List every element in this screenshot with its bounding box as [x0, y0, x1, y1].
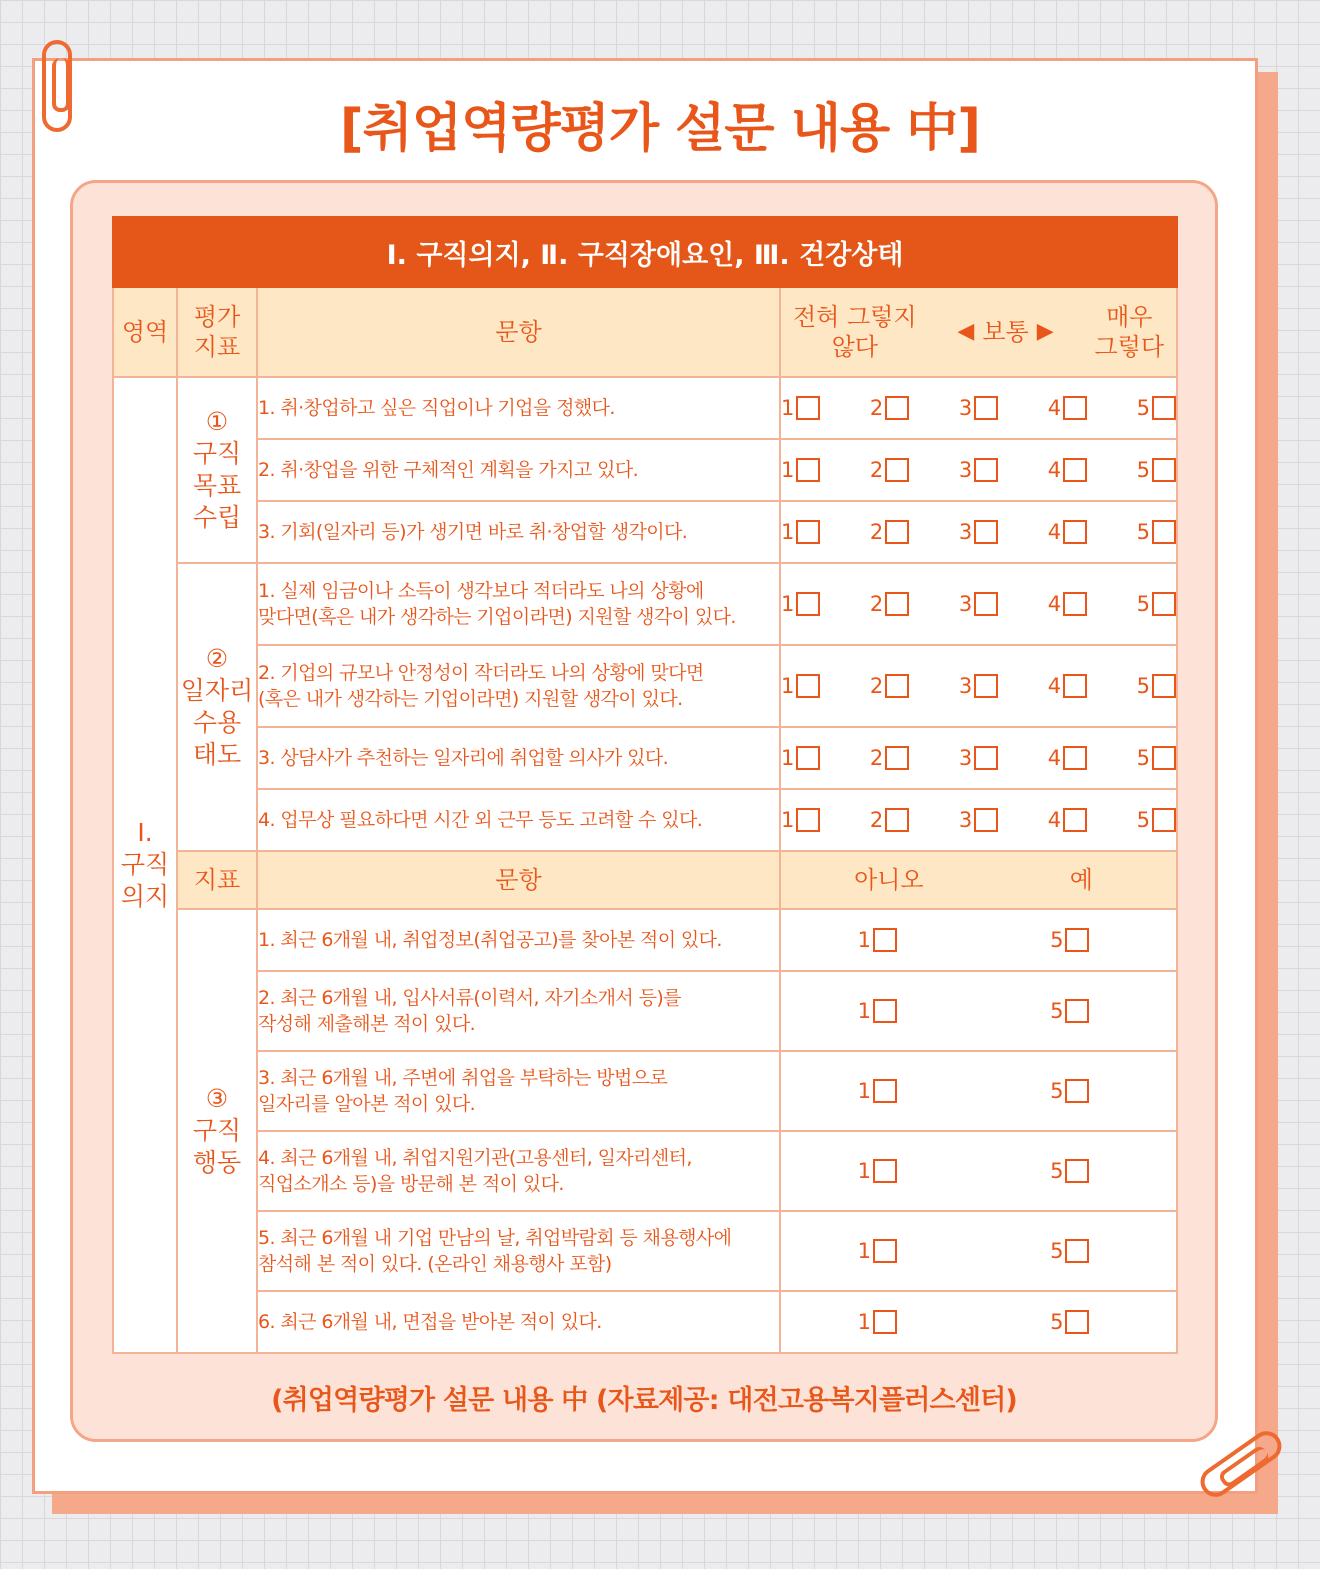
scale-option: [1048, 746, 1087, 770]
indicator-label: 목표: [192, 471, 242, 500]
checkbox[interactable]: [1152, 808, 1176, 832]
question-text: 6. 최근 6개월 내, 면접을 받아본 적이 있다.: [257, 1291, 780, 1353]
scale-option: [870, 746, 909, 770]
indicator-label: 행동: [192, 1148, 242, 1177]
subheader-answers: [780, 851, 1177, 909]
binary-option: [858, 1079, 897, 1103]
checkbox[interactable]: [1063, 520, 1087, 544]
header-item: 문항: [257, 287, 780, 377]
option-number: 5: [1050, 1159, 1064, 1183]
binary-option: [1050, 1239, 1089, 1263]
option-number: 5: [1136, 674, 1150, 698]
scale-option: [1048, 592, 1087, 616]
scale-high-line1: 매우: [1106, 303, 1153, 331]
option-number: 5: [1050, 1079, 1064, 1103]
question-text: [257, 1051, 780, 1131]
scale-options: [780, 501, 1177, 563]
option-number: 4: [1047, 592, 1062, 616]
question-text: [257, 563, 780, 645]
question-line: 참석해 본 적이 있다. (온라인 채용행사 포함): [258, 1253, 612, 1275]
checkbox[interactable]: [1063, 674, 1087, 698]
binary-option: [858, 928, 897, 952]
option-number: 5: [1050, 928, 1064, 952]
scale-option: [959, 396, 998, 420]
question-line: 1. 실제 임금이나 소득이 생각보다 적더라도 나의 상황에: [258, 580, 704, 602]
checkbox[interactable]: [1152, 396, 1176, 420]
checkbox[interactable]: [1152, 746, 1176, 770]
scale-option: [1137, 458, 1176, 482]
checkbox[interactable]: [885, 520, 909, 544]
scale-option: [870, 520, 909, 544]
scale-options: [780, 727, 1177, 789]
option-number: 5: [1136, 520, 1150, 544]
checkbox[interactable]: [1063, 808, 1087, 832]
option-number: 4: [1047, 396, 1062, 420]
option-number: 1: [857, 1079, 871, 1103]
checkbox[interactable]: [885, 674, 909, 698]
table-row: [113, 439, 1177, 501]
checkbox[interactable]: [885, 592, 909, 616]
checkbox[interactable]: [796, 520, 820, 544]
checkbox[interactable]: [974, 592, 998, 616]
binary-option: [1050, 928, 1089, 952]
indicator-number: ①: [205, 407, 229, 436]
table-row: [113, 1051, 1177, 1131]
table-row: [113, 1211, 1177, 1291]
option-number: 2: [869, 396, 884, 420]
binary-option: [858, 1239, 897, 1263]
option-number: 2: [869, 674, 884, 698]
option-number: 5: [1136, 592, 1150, 616]
option-number: 2: [869, 746, 884, 770]
table-row: [113, 1291, 1177, 1353]
header-indicator: [177, 287, 257, 377]
checkbox[interactable]: [974, 808, 998, 832]
checkbox[interactable]: [873, 1079, 897, 1103]
checkbox[interactable]: [796, 746, 820, 770]
question-line: 직업소개소 등)을 방문해 본 적이 있다.: [258, 1173, 564, 1195]
question-line: 일자리를 알아본 적이 있다.: [258, 1093, 476, 1115]
indicator-label: 수용: [192, 708, 242, 737]
scale-options: [780, 439, 1177, 501]
subheader-yes: 예: [1069, 866, 1093, 894]
option-number: 2: [869, 458, 884, 482]
table-row: [113, 909, 1177, 971]
scale-option: [781, 458, 820, 482]
scale-option: [1048, 674, 1087, 698]
scale-option: [959, 808, 998, 832]
binary-options: [780, 1131, 1177, 1211]
indicator-number: ③: [205, 1084, 229, 1113]
checkbox[interactable]: [974, 746, 998, 770]
checkbox[interactable]: [1065, 928, 1089, 952]
question-text: 3. 기회(일자리 등)가 생기면 바로 취·창업할 생각이다.: [257, 501, 780, 563]
table-row: [113, 563, 1177, 645]
option-number: 1: [781, 458, 795, 482]
subheader-item: 문항: [257, 851, 780, 909]
question-text: 4. 업무상 필요하다면 시간 외 근무 등도 고려할 수 있다.: [257, 789, 780, 851]
indicator-job-seeking: [177, 909, 257, 1353]
scale-option: [959, 674, 998, 698]
option-number: 1: [781, 520, 795, 544]
option-number: 5: [1136, 808, 1150, 832]
scale-high-line2: 그렇다: [1094, 333, 1165, 361]
indicator-label: 수립: [192, 503, 242, 532]
option-number: 5: [1050, 1239, 1064, 1263]
option-number: 3: [958, 746, 973, 770]
scale-option: [1048, 808, 1087, 832]
scale-option: [781, 746, 820, 770]
checkbox[interactable]: [1065, 1159, 1089, 1183]
option-number: 1: [857, 1159, 871, 1183]
source-footnote: (취업역량평가 설문 내용 中 (자료제공: 대전고용복지플러스센터): [271, 1385, 1017, 1416]
option-number: 4: [1047, 458, 1062, 482]
checkbox[interactable]: [974, 396, 998, 420]
option-number: 3: [958, 808, 973, 832]
question-line: 5. 최근 6개월 내 기업 만남의 날, 취업박람회 등 채용행사에: [258, 1227, 732, 1249]
question-text: [257, 645, 780, 727]
question-text: [257, 1131, 780, 1211]
checkbox[interactable]: [974, 520, 998, 544]
question-text: 2. 취·창업을 위한 구체적인 계획을 가지고 있다.: [257, 439, 780, 501]
scale-option: [1048, 396, 1087, 420]
table-row: [113, 727, 1177, 789]
checkbox[interactable]: [885, 396, 909, 420]
binary-option: [1050, 1079, 1089, 1103]
scale-option: [781, 592, 820, 616]
question-line: 2. 기업의 규모나 안정성이 작더라도 나의 상황에 맞다면: [258, 662, 704, 684]
scale-option: [959, 746, 998, 770]
option-number: 2: [869, 592, 884, 616]
arrow-left-icon: ◀: [957, 319, 975, 344]
scale-option: [959, 458, 998, 482]
scale-option: [870, 592, 909, 616]
subheader-row: [113, 851, 1177, 909]
option-number: 5: [1050, 1310, 1064, 1334]
question-line: 작성해 제출해본 적이 있다.: [258, 1013, 476, 1035]
table-row: [113, 501, 1177, 563]
checkbox[interactable]: [1065, 1310, 1089, 1334]
table-row: [113, 377, 1177, 439]
question-text: 3. 상담사가 추천하는 일자리에 취업할 의사가 있다.: [257, 727, 780, 789]
checkbox[interactable]: [974, 674, 998, 698]
binary-option: [858, 999, 897, 1023]
indicator-label: 구직: [192, 439, 242, 468]
scale-option: [870, 808, 909, 832]
checkbox[interactable]: [873, 999, 897, 1023]
area-cell: [113, 377, 177, 1353]
option-number: 1: [857, 1310, 871, 1334]
section-header-row: [113, 217, 1177, 287]
checkbox[interactable]: [1152, 674, 1176, 698]
checkbox[interactable]: [796, 808, 820, 832]
scale-option: [1137, 396, 1176, 420]
scale-option: [870, 674, 909, 698]
subheader-indicator: 지표: [177, 851, 257, 909]
checkbox[interactable]: [974, 458, 998, 482]
option-number: 3: [958, 520, 973, 544]
header-indicator-line2: 지표: [193, 333, 241, 361]
header-indicator-line1: 평가: [193, 303, 241, 331]
checkbox[interactable]: [885, 458, 909, 482]
scale-options: [780, 377, 1177, 439]
binary-option: [1050, 999, 1089, 1023]
option-number: 2: [869, 808, 884, 832]
scale-options: [780, 563, 1177, 645]
survey-table: [112, 216, 1178, 1354]
checkbox[interactable]: [873, 928, 897, 952]
indicator-number: ②: [205, 644, 229, 673]
indicator-label: 태도: [192, 740, 242, 769]
option-number: 3: [958, 458, 973, 482]
option-number: 5: [1136, 458, 1150, 482]
scale-option: [781, 520, 820, 544]
scale-low-label: [793, 302, 917, 362]
table-row: [113, 1131, 1177, 1211]
option-number: 1: [781, 746, 795, 770]
area-line2: 구직: [120, 850, 170, 879]
indicator-label: 일자리: [180, 676, 254, 705]
option-number: 4: [1047, 746, 1062, 770]
scale-high-label: [1094, 302, 1164, 362]
scale-option: [781, 396, 820, 420]
question-line: 맞다면(혹은 내가 생각하는 기업이라면) 지원할 생각이 있다.: [258, 606, 736, 628]
checkbox[interactable]: [885, 746, 909, 770]
option-number: 1: [781, 592, 795, 616]
checkbox[interactable]: [1063, 396, 1087, 420]
question-text: [257, 1211, 780, 1291]
binary-options: [780, 971, 1177, 1051]
scale-low-line1: 전혀 그렇지: [793, 303, 917, 331]
scale-option: [959, 592, 998, 616]
checkbox[interactable]: [1152, 458, 1176, 482]
option-number: 5: [1050, 999, 1064, 1023]
question-line: 3. 최근 6개월 내, 주변에 취업을 부탁하는 방법으로: [258, 1067, 668, 1089]
scale-options: [780, 645, 1177, 727]
option-number: 1: [857, 1239, 871, 1263]
binary-option: [1050, 1310, 1089, 1334]
scale-option: [1137, 808, 1176, 832]
scale-option: [870, 458, 909, 482]
scale-option: [1137, 592, 1176, 616]
checkbox[interactable]: [873, 1159, 897, 1183]
checkbox[interactable]: [1152, 520, 1176, 544]
checkbox[interactable]: [1065, 1079, 1089, 1103]
header-scale: [780, 287, 1177, 377]
checkbox[interactable]: [1063, 458, 1087, 482]
question-text: 1. 최근 6개월 내, 취업정보(취업공고)를 찾아본 적이 있다.: [257, 909, 780, 971]
arrow-right-icon: ▶: [1036, 319, 1054, 344]
option-number: 5: [1136, 746, 1150, 770]
option-number: 3: [958, 592, 973, 616]
binary-option: [1050, 1159, 1089, 1183]
checkbox[interactable]: [1063, 746, 1087, 770]
indicator-label: 구직: [192, 1116, 242, 1145]
option-number: 4: [1047, 520, 1062, 544]
page-title: [취업역량평가 설문 내용 中]: [339, 99, 981, 159]
option-number: 1: [781, 396, 795, 420]
binary-option: [858, 1159, 897, 1183]
checkbox[interactable]: [796, 674, 820, 698]
option-number: 1: [857, 928, 871, 952]
section-header: Ⅰ. 구직의지, Ⅱ. 구직장애요인, Ⅲ. 건강상태: [113, 217, 1177, 287]
scale-option: [959, 520, 998, 544]
scale-low-line2: 않다: [831, 333, 878, 361]
scale-option: [1048, 520, 1087, 544]
scale-option: [1137, 674, 1176, 698]
checkbox[interactable]: [873, 1310, 897, 1334]
scale-option: [870, 396, 909, 420]
option-number: 5: [1136, 396, 1150, 420]
checkbox[interactable]: [873, 1239, 897, 1263]
option-number: 1: [781, 674, 795, 698]
table-row: [113, 971, 1177, 1051]
question-line: (혹은 내가 생각하는 기업이라면) 지원할 생각이 있다.: [258, 688, 683, 710]
scale-option: [1137, 520, 1176, 544]
checkbox[interactable]: [1065, 1239, 1089, 1263]
scale-options: [780, 789, 1177, 851]
question-text: [257, 971, 780, 1051]
subheader-no: 아니오: [854, 866, 924, 894]
question-text: 1. 취·창업하고 싶은 직업이나 기업을 정했다.: [257, 377, 780, 439]
area-line3: 의지: [120, 882, 170, 911]
option-number: 4: [1047, 808, 1062, 832]
area-line1: Ⅰ.: [137, 818, 153, 847]
option-number: 1: [781, 808, 795, 832]
checkbox[interactable]: [796, 396, 820, 420]
binary-options: [780, 1211, 1177, 1291]
checkbox[interactable]: [885, 808, 909, 832]
binary-options: [780, 909, 1177, 971]
question-line: 4. 최근 6개월 내, 취업지원기관(고용센터, 일자리센터,: [258, 1147, 692, 1169]
option-number: 3: [958, 674, 973, 698]
table-row: [113, 789, 1177, 851]
scale-option: [1048, 458, 1087, 482]
scale-option: [1137, 746, 1176, 770]
indicator-job-goal: [177, 377, 257, 563]
scale-option: [781, 808, 820, 832]
checkbox[interactable]: [796, 458, 820, 482]
option-number: 1: [857, 999, 871, 1023]
option-number: 3: [958, 396, 973, 420]
checkbox[interactable]: [1063, 592, 1087, 616]
option-number: 2: [869, 520, 884, 544]
binary-options: [780, 1291, 1177, 1353]
checkbox[interactable]: [1065, 999, 1089, 1023]
indicator-job-acceptance: [177, 563, 257, 851]
checkbox[interactable]: [1152, 592, 1176, 616]
table-row: [113, 645, 1177, 727]
binary-options: [780, 1051, 1177, 1131]
scale-mid-text: 보통: [982, 318, 1029, 346]
header-area: 영역: [113, 287, 177, 377]
checkbox[interactable]: [796, 592, 820, 616]
binary-option: [858, 1310, 897, 1334]
option-number: 4: [1047, 674, 1062, 698]
question-line: 2. 최근 6개월 내, 입사서류(이력서, 자기소개서 등)를: [258, 987, 681, 1009]
scale-option: [781, 674, 820, 698]
scale-mid-label: [957, 317, 1053, 347]
column-header-row: [113, 287, 1177, 377]
